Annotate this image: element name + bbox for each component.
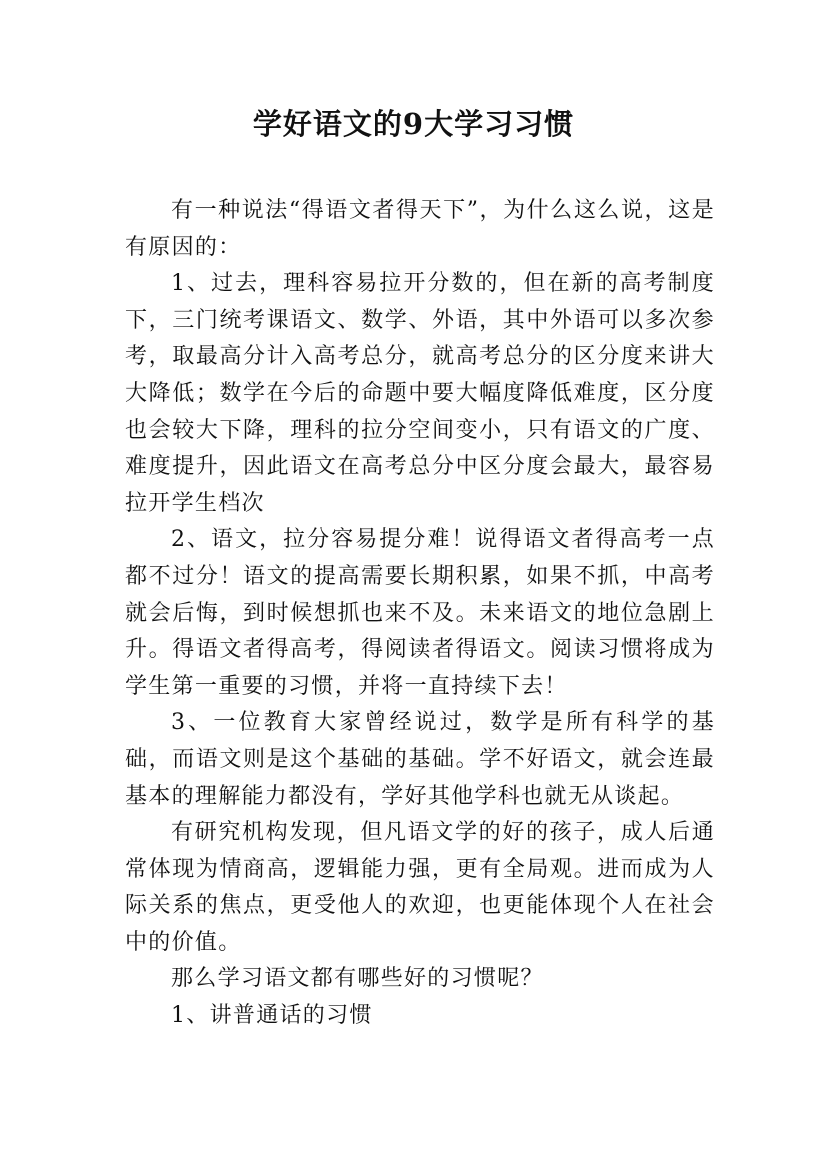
paragraph-habit-1: 1、讲普通话的习惯 bbox=[171, 1003, 373, 1029]
page-title: 学好语文的9大学习习惯 bbox=[252, 107, 575, 141]
paragraph-point-1: 1、过去，理科容易拉开分数的，但在新的高考制度下，三门统考课语文、数学、外语，其中外语可以多次参考，取最高分计入高考总分，就高考总分的区分度来讲大大降低；数学在今后的命题中要大幅度降低难度，区分度也会较大下降，理科的拉分空间变小，只有语文的广度、难度提升，因此语文在高考总分中区分度会最大，最容易拉开学生档次 bbox=[125, 271, 715, 516]
paragraph-research: 有研究机构发现，但凡语文学的好的孩子，成人后通常体现为情商高，逻辑能力强，更有全局观。进而成为人际关系的焦点，更受他人的欢迎，也更能体现个人在社会中的价值。 bbox=[125, 820, 715, 955]
paragraph-point-2: 2、语文，拉分容易提分难！说得语文者得高考一点都不过分！语文的提高需要长期积累，如果不抓，中高考就会后悔，到时候想抓也来不及。未来语文的地位急剧上升。得语文者得高考，得阅读者得语文。阅读习惯将成为学生第一重要的习惯，并将一直持续下去！ bbox=[125, 527, 715, 699]
paragraph-intro: 有一种说法“得语文者得天下”，为什么这么说，这是有原因的： bbox=[125, 198, 715, 260]
paragraph-point-3: 3、一位教育大家曾经说过，数学是所有科学的基础，而语文则是这个基础的基础。学不好语文，就会连最基本的理解能力都没有，学好其他学科也就无从谈起。 bbox=[125, 710, 715, 809]
paragraph-question: 那么学习语文都有哪些好的习惯呢？ bbox=[171, 966, 544, 992]
document-body bbox=[125, 193, 715, 1035]
